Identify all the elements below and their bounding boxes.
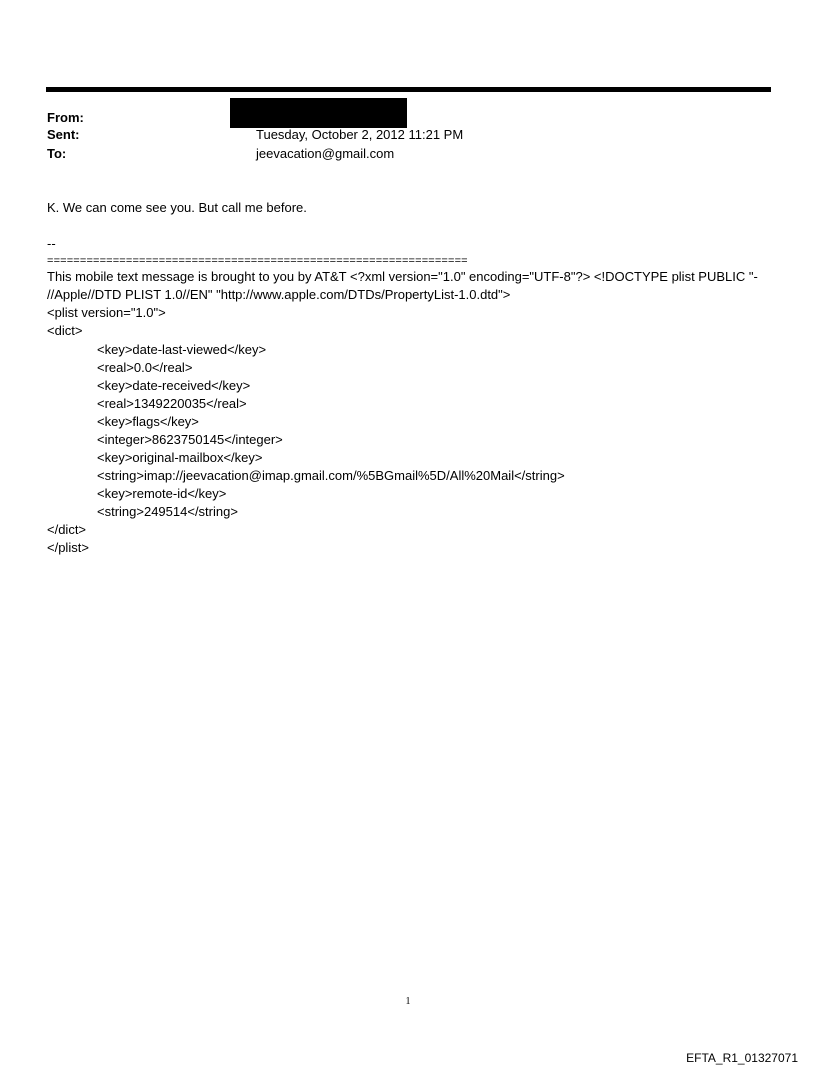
dict-entry: <integer>8623750145</integer>	[97, 432, 283, 447]
dict-entry: <string>249514</string>	[97, 504, 238, 519]
message-greeting: K. We can come see you. But call me before.	[47, 200, 307, 215]
dict-entry: <key>original-mailbox</key>	[97, 450, 263, 465]
from-label: From:	[47, 110, 84, 125]
to-value: jeevacation@gmail.com	[256, 146, 395, 161]
dict-open: <dict>	[47, 323, 83, 338]
dict-entry: <string>imap://jeevacation@imap.gmail.com/%5BGmail%5D/All%20Mail</string>	[97, 468, 565, 483]
page-number: 1	[405, 996, 411, 1007]
header-rule	[46, 87, 771, 92]
plist-open: <plist version="1.0">	[47, 305, 166, 320]
plist-close: </plist>	[47, 540, 89, 555]
dict-entry: <real>0.0</real>	[97, 360, 193, 375]
dict-close: </dict>	[47, 522, 87, 537]
dict-entry: <key>remote-id</key>	[97, 486, 227, 501]
to-label: To:	[47, 146, 67, 161]
signature-dash: --	[47, 236, 56, 251]
dict-entry: <key>flags</key>	[97, 414, 199, 429]
sent-value: Tuesday, October 2, 2012 11:21 PM	[256, 127, 464, 142]
dict-entry: <key>date-received</key>	[97, 378, 251, 393]
carrier-line-1: This mobile text message is brought to you by AT&T <?xml version="1.0" encoding="UTF-8"?> <!DOCTYPE plist PUBLIC "-	[47, 269, 758, 284]
separator-line: ================================================================	[47, 255, 468, 267]
sent-label: Sent:	[47, 127, 80, 142]
carrier-line-2: //Apple//DTD PLIST 1.0//EN" "http://www.apple.com/DTDs/PropertyList-1.0.dtd">	[47, 287, 511, 302]
dict-entry: <real>1349220035</real>	[97, 396, 247, 411]
dict-entry: <key>date-last-viewed</key>	[97, 342, 267, 357]
redaction-block	[230, 98, 407, 128]
bates-number: EFTA_R1_01327071	[686, 1051, 798, 1065]
